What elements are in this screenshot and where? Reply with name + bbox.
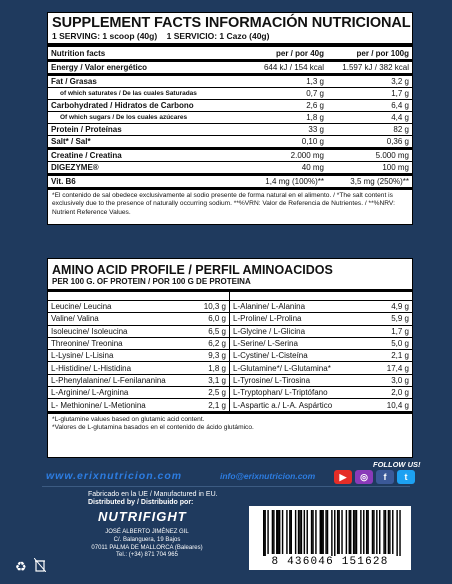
- website-link[interactable]: www.erixnutricion.com: [46, 470, 183, 482]
- barcode-bar: [331, 510, 332, 556]
- amino-value: 2,5 g: [179, 387, 230, 399]
- barcode-bar: [311, 510, 312, 554]
- value-per-40g: 0,7 g: [233, 88, 327, 100]
- nutrient-name: Vit. B6: [48, 175, 233, 189]
- value-per-100g: 4,4 g: [327, 112, 412, 124]
- amino-name: Threonine/ Treonina: [48, 337, 179, 349]
- amino-name: L- Methionine/ L-Metionina: [48, 399, 179, 412]
- amino-value: 2,0 g: [366, 387, 412, 399]
- trash-bin-icon: [34, 558, 46, 575]
- distributed-by-label: Distributed by / Distribuido por:: [88, 499, 194, 506]
- value-per-100g: 3,5 mg (250%)**: [327, 175, 412, 189]
- barcode-bar: [376, 510, 377, 554]
- barcode-bar: [322, 510, 323, 554]
- barcode-bar: [295, 510, 296, 554]
- barcode-bar: [299, 510, 300, 554]
- barcode-bar: [263, 510, 264, 556]
- serving-es: 1 SERVICIO: 1 Cazo (40g): [166, 31, 270, 41]
- salt-footnote: *El contenido de sal obedece exclusivamente al sodio presente de forma natural en el alimento. / *The salt content is exclusively due to the presence of naturally occurring sodium. **%VRN: Valor de Referencia de Nutrientes. / **%NRV: Nutrient Reference Values.: [52, 192, 395, 216]
- amino-value: 6,5 g: [179, 325, 230, 337]
- barcode-bar: [320, 510, 321, 554]
- amino-acid-panel: [47, 258, 413, 458]
- amino-value: 1,7 g: [366, 325, 412, 337]
- supplement-facts-panel: [47, 12, 413, 225]
- amino-name: L-Histidine/ L-Histidina: [48, 362, 179, 374]
- serving-en: 1 SERVING: 1 scoop (40g): [52, 31, 158, 41]
- nutrition-row: [48, 136, 412, 149]
- barcode-bar: [350, 510, 351, 554]
- barcode-bar: [301, 510, 302, 554]
- amino-name: L-Tyrosine/ L-Tirosina: [230, 374, 367, 386]
- barcode-bar: [273, 510, 274, 554]
- nutrition-row: [48, 149, 412, 162]
- barcode-bar: [325, 510, 326, 554]
- barcode-bar: [298, 510, 299, 554]
- address-line: JOSÉ ALBERTO JIMÉNEZ GIL: [105, 529, 189, 535]
- nutrient-name: Energy / Valor energético: [48, 61, 233, 75]
- social-icons: [334, 470, 415, 484]
- barcode-bar: [385, 510, 386, 554]
- email-link[interactable]: info@erixnutricion.com: [220, 471, 316, 481]
- amino-value: 2,1 g: [179, 399, 230, 412]
- barcode-bar: [321, 510, 322, 554]
- barcode-bar: [315, 510, 316, 554]
- amino-name: Valine/ Valina: [48, 313, 179, 325]
- amino-row: [48, 350, 412, 362]
- barcode-bar: [356, 510, 357, 554]
- barcode-bar: [264, 510, 265, 556]
- barcode-bar: [363, 510, 364, 554]
- amino-value: 2,1 g: [366, 350, 412, 362]
- value-per-100g: 5.000 mg: [327, 149, 412, 162]
- amino-table: [48, 292, 412, 414]
- barcode-bar: [337, 510, 338, 554]
- nutrition-row: [48, 124, 412, 136]
- logo-text: NUTRIFIGHT: [98, 509, 187, 524]
- twitter-icon[interactable]: t: [397, 470, 415, 484]
- value-per-100g: 6,4 g: [327, 100, 412, 112]
- amino-value: 6,2 g: [179, 337, 230, 349]
- nutrition-row: [48, 112, 412, 124]
- barcode-bar: [286, 510, 287, 554]
- amino-spacer-row: [48, 292, 412, 301]
- nutrifight-logo: [98, 509, 206, 524]
- header-cell: per / por 40g: [233, 47, 327, 61]
- amino-title: AMINO ACID PROFILE / PERFIL AMINOACIDOS: [52, 263, 333, 277]
- barcode-bar: [272, 510, 273, 554]
- value-per-100g: 1,7 g: [327, 88, 412, 100]
- amino-subtitle: PER 100 G. OF PROTEIN / POR 100 G DE PROTEINA: [48, 277, 412, 292]
- amino-name: L-Glycine / L-Glicina: [230, 325, 367, 337]
- nutrition-table: [48, 47, 412, 190]
- barcode-bar: [392, 510, 393, 554]
- barcode-bar: [312, 510, 313, 554]
- amino-row: [48, 362, 412, 374]
- value-per-100g: 100 mg: [327, 162, 412, 175]
- recycle-icon: ♻: [15, 559, 27, 574]
- amino-row: [48, 301, 412, 313]
- nutrition-header-row: [48, 47, 412, 61]
- amino-name: L-Lysine/ L-Lisina: [48, 350, 179, 362]
- nutrient-name: Salt* / Sal*: [48, 136, 233, 149]
- barcode-bar: [379, 510, 380, 554]
- amino-value: 6,0 g: [179, 313, 230, 325]
- made-in-label: Fabricado en la UE / Manufactured in EU.: [88, 491, 218, 498]
- value-per-40g: 1,8 g: [233, 112, 327, 124]
- barcode-bar: [389, 510, 390, 554]
- nutrient-name: Of which sugars / De los cuales azúcares: [48, 112, 233, 124]
- amino-row: [48, 313, 412, 325]
- barcode-bar: [396, 510, 397, 556]
- amino-value: 5,0 g: [366, 337, 412, 349]
- instagram-icon[interactable]: ◎: [355, 470, 373, 484]
- barcode-bar: [278, 510, 279, 554]
- barcode-bar: [383, 510, 384, 554]
- amino-row: [48, 387, 412, 399]
- amino-value: 3,1 g: [179, 374, 230, 386]
- amino-value: 4,9 g: [366, 301, 412, 313]
- barcode-bar: [276, 510, 277, 554]
- amino-name: L-Glutamine*/ L-Glutamina*: [230, 362, 367, 374]
- barcode-bar: [304, 510, 305, 554]
- barcode-bar: [289, 510, 290, 554]
- address-line: 07011 PALMA DE MALLORCA (Baleares): [91, 544, 203, 551]
- barcode-bar: [354, 510, 355, 554]
- nutrition-row: [48, 61, 412, 75]
- distributor-address: [86, 529, 208, 560]
- amino-value: 3,0 g: [366, 374, 412, 386]
- amino-value: 1,8 g: [179, 362, 230, 374]
- amino-name: L-Proline/ L-Prolina: [230, 313, 367, 325]
- barcode-bar: [338, 510, 339, 554]
- barcode: [249, 506, 411, 570]
- supplement-title: SUPPLEMENT FACTS INFORMACIÓN NUTRICIONAL: [52, 15, 411, 31]
- barcode-bar: [267, 510, 268, 554]
- serving-line: [48, 31, 412, 47]
- value-per-40g: 33 g: [233, 124, 327, 136]
- nutrient-name: Protein / Proteínas: [48, 124, 233, 136]
- amino-name: L-Aspartic a./ L-A. Aspártico: [230, 399, 367, 412]
- amino-row: [48, 337, 412, 349]
- amino-name: L-Serine/ L-Serina: [230, 337, 367, 349]
- amino-row: [48, 399, 412, 412]
- value-per-40g: 2.000 mg: [233, 149, 327, 162]
- barcode-bar: [327, 510, 328, 554]
- amino-value: 17,4 g: [366, 362, 412, 374]
- barcode-bar: [360, 510, 361, 554]
- barcode-bar: [341, 510, 342, 554]
- nutrient-name: Creatine / Creatina: [48, 149, 233, 162]
- youtube-icon[interactable]: ▶: [334, 470, 352, 484]
- value-per-40g: 2,6 g: [233, 100, 327, 112]
- nutrition-row: [48, 100, 412, 112]
- barcode-bar: [291, 510, 292, 554]
- amino-name: L-Cystine/ L-Cisteína: [230, 350, 367, 362]
- barcode-bar: [372, 510, 373, 554]
- nutrition-row: [48, 175, 412, 189]
- amino-footnote-es: *Valores de L-glutamina basados en el contenido de ácido glutámico.: [52, 423, 254, 431]
- barcode-bar: [349, 510, 350, 554]
- barcode-bar: [334, 510, 335, 556]
- amino-value: 9,3 g: [179, 350, 230, 362]
- amino-footnote: [48, 414, 412, 435]
- divider: [42, 486, 410, 487]
- nutrient-name: DIGEZYME®: [48, 162, 233, 175]
- amino-name: L-Alanine/ L-Alanina: [230, 301, 367, 313]
- value-per-40g: 40 mg: [233, 162, 327, 175]
- barcode-bar: [399, 510, 400, 556]
- value-per-40g: 1,4 mg (100%)**: [233, 175, 327, 189]
- address-line: Tel.: (+34) 871 704 965: [116, 552, 178, 559]
- amino-name: L-Phenylalanine/ L-Fenilananina: [48, 374, 179, 386]
- value-per-40g: 1,3 g: [233, 75, 327, 88]
- header-cell: per / por 100g: [327, 47, 412, 61]
- nutrition-row: [48, 162, 412, 175]
- barcode-bar: [373, 510, 374, 554]
- nutrition-row: [48, 88, 412, 100]
- barcode-number: 8 436046 151628: [271, 556, 389, 568]
- value-per-40g: 644 kJ / 154 kcal: [233, 61, 327, 75]
- follow-us-label: FOLLOW US!: [373, 460, 421, 469]
- amino-name: L-Tryptophan/ L-Triptófano: [230, 387, 367, 399]
- nutrient-name: Fat / Grasas: [48, 75, 233, 88]
- amino-row: [48, 325, 412, 337]
- value-per-100g: 82 g: [327, 124, 412, 136]
- amino-footnote-en: *L-glutamine values based on glutamic acid content.: [52, 415, 205, 423]
- value-per-100g: 1.597 kJ / 382 kcal: [327, 61, 412, 75]
- amino-name: L-Arginine/ L-Arginina: [48, 387, 179, 399]
- amino-value: 10,3 g: [179, 301, 230, 313]
- nutrient-name: of which saturates / De las cuales Saturadas: [48, 88, 233, 100]
- header-cell: Nutrition facts: [48, 47, 233, 61]
- barcode-bars: [249, 506, 411, 556]
- barcode-bar: [388, 510, 389, 554]
- facebook-icon[interactable]: f: [376, 470, 394, 484]
- barcode-bar: [346, 510, 347, 554]
- value-per-40g: 0,10 g: [233, 136, 327, 149]
- amino-value: 5,9 g: [366, 313, 412, 325]
- amino-name: Leucine/ Leucina: [48, 301, 179, 313]
- nutrient-name: Carbohydrated / Hidratos de Carbono: [48, 100, 233, 112]
- value-per-100g: 0,36 g: [327, 136, 412, 149]
- barcode-bar: [353, 510, 354, 554]
- barcode-bar: [282, 510, 283, 554]
- amino-name: Isoleucine/ Isoleucina: [48, 325, 179, 337]
- barcode-bar: [307, 510, 308, 554]
- barcode-bar: [367, 510, 368, 554]
- barcode-bar: [279, 510, 280, 554]
- barcode-bar: [366, 510, 367, 554]
- amino-row: [48, 374, 412, 386]
- value-per-100g: 3,2 g: [327, 75, 412, 88]
- address-line: C/. Balanguera, 19 Bajos: [113, 536, 181, 543]
- nutrition-row: [48, 75, 412, 88]
- amino-value: 10,4 g: [366, 399, 412, 412]
